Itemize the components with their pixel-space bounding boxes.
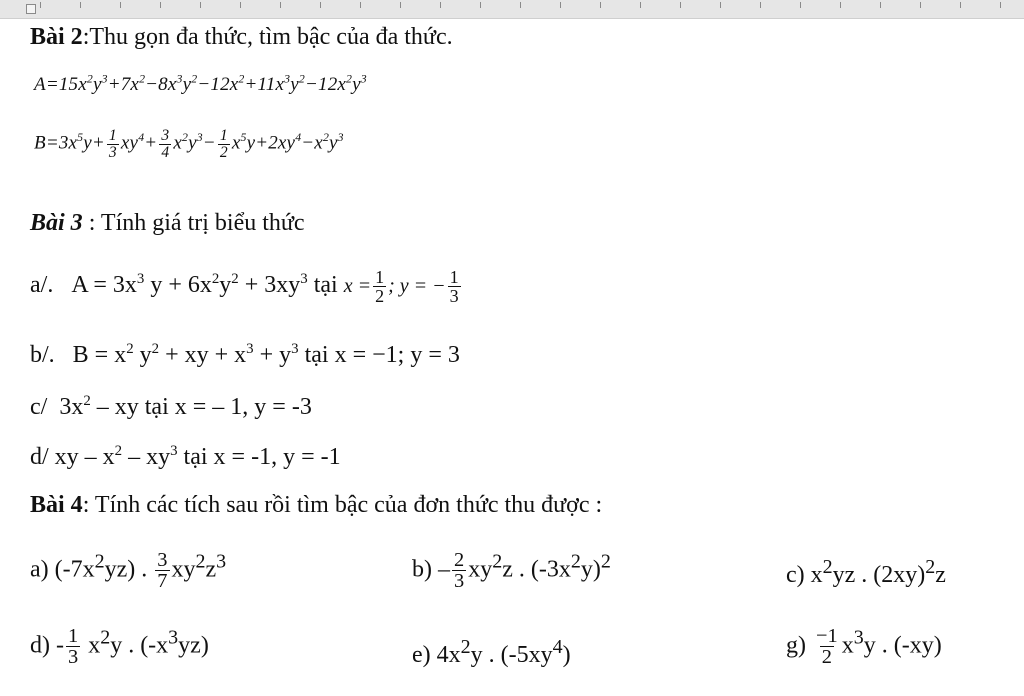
fraction: $\frac{-1}{2}$	[816, 625, 838, 669]
bai4-item-e: e) $4x^2y$ . $(-5xy^4)$	[412, 636, 571, 668]
ruler-tick	[920, 2, 921, 8]
bai3-item-d: d/ xy – $x^2 - xy^3$ tại x = -1, y = -1	[30, 443, 341, 470]
bai2-text: :Thu gọn đa thức, tìm bậc của đa thức.	[82, 24, 453, 50]
indent-marker[interactable]	[26, 4, 36, 14]
ruler-tick	[720, 2, 721, 8]
ruler-tick	[440, 2, 441, 8]
ruler-tick	[960, 2, 961, 8]
bai3-item-a: a/. $A = 3x^3$ $y + 6x^2y^2 + 3xy^3$ tại x = $\frac{1}{2}$ ; y = − $\frac{1}{3}$	[30, 267, 459, 307]
ruler-tick	[560, 2, 561, 8]
bai4-label: Bài 4	[30, 492, 83, 518]
bai3-text: : Tính giá trị biểu thức	[82, 210, 305, 236]
ruler-tick	[240, 2, 241, 8]
bai4-text: : Tính các tích sau rồi tìm bậc của đơn thức thu được :	[82, 492, 603, 518]
bai4-item-g: g) $\frac{-1}{2}$ $x^3y$ . (-xy)	[786, 625, 942, 669]
ruler-tick	[320, 2, 321, 8]
bai4-heading	[30, 492, 602, 518]
ruler-tick	[520, 2, 521, 8]
bai2-label: Bài 2	[30, 24, 83, 50]
ruler-tick	[800, 2, 801, 8]
fraction: $\frac{3}{7}$	[157, 549, 168, 593]
ruler-tick	[680, 2, 681, 8]
fraction: $\frac{1}{2}$	[375, 267, 385, 307]
bai4-item-a: a) $(-7x^2yz)$ . $\frac{3}{7}$ $xy^2z^3$	[30, 549, 227, 593]
ruler-tick	[600, 2, 601, 8]
ruler-tick	[120, 2, 121, 8]
bai4-item-c: c) $x^2yz$ . $(2xy)^2z$	[786, 556, 946, 588]
bai3-label: Bài 3	[30, 210, 83, 236]
ruler-tick	[160, 2, 161, 8]
fraction: $\frac{3}{4}$	[161, 127, 170, 161]
ruler-tick	[400, 2, 401, 8]
bai4-item-d: d) - $\frac{1}{3}$ $x^2y$ . $(-x^3yz)$	[30, 625, 209, 669]
fraction: $\frac{1}{3}$	[67, 625, 79, 669]
polynomial-A: $A=15x^2y^3+7x^2-8x^3y^2-12x^2+11x^3y^2-12x^2y^3$	[34, 72, 367, 95]
ruler-tick	[360, 2, 361, 8]
ruler-tick	[640, 2, 641, 8]
ruler-tick	[1000, 2, 1001, 8]
bai3-heading	[30, 210, 305, 236]
bai3-item-c: c/ $3x^2$ – xy tại x = – 1, y = -3	[30, 393, 312, 420]
ruler-tick	[480, 2, 481, 8]
bai4-item-b: b) – $\frac{2}{3}$ $xy^2z$ . $(-3x^2y)^2$	[412, 549, 611, 593]
bai3-item-b: b/. $B = x^2$ $y^2$ + xy + $x^3 + y^3$ tại x = −1; y = 3	[30, 341, 460, 368]
bai2-heading	[30, 24, 453, 50]
fraction: $\frac{1}{3}$	[449, 267, 459, 307]
fraction: $\frac{2}{3}$	[454, 549, 465, 593]
ruler-tick	[200, 2, 201, 8]
ruler-tick	[80, 2, 81, 8]
ruler-tick	[760, 2, 761, 8]
ruler-tick	[880, 2, 881, 8]
ruler-tick	[280, 2, 281, 8]
ruler-tick	[840, 2, 841, 8]
document-ruler[interactable]	[0, 0, 1024, 19]
fraction: $\frac{1}{3}$	[108, 127, 117, 161]
ruler-tick	[40, 2, 41, 8]
polynomial-B: $B=3x^5y+$ $\frac{1}{3}$ $xy^4+$ $\frac{3}{4}$ $x^2y^3-$ $\frac{1}{2}$ $x^5y+2xy^4-x^2y^3$	[34, 127, 344, 161]
fraction: $\frac{1}{2}$	[219, 127, 228, 161]
